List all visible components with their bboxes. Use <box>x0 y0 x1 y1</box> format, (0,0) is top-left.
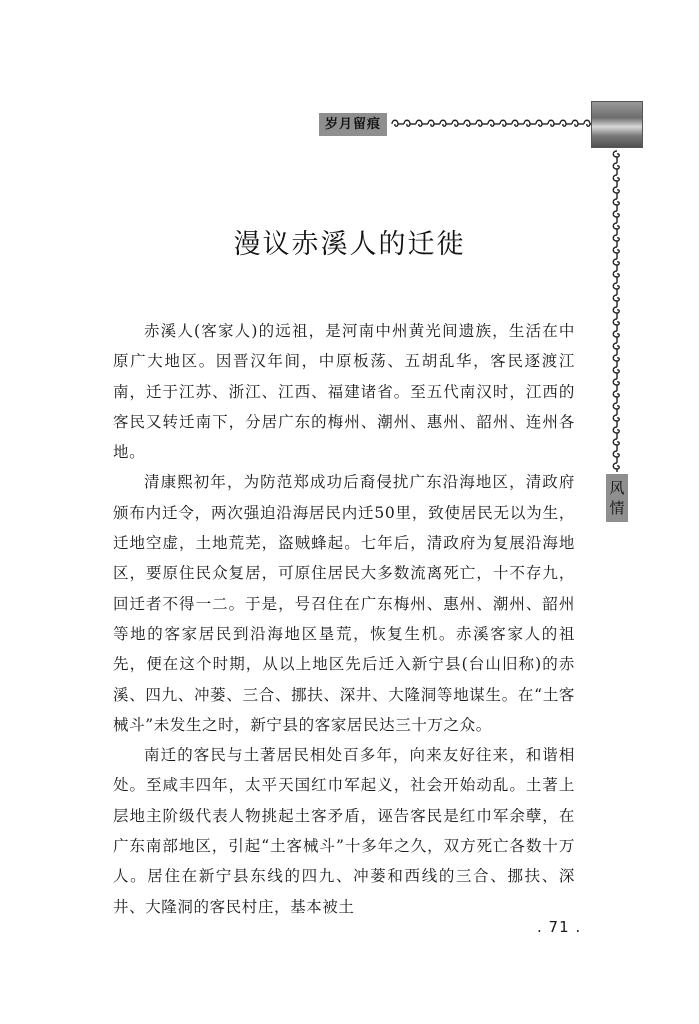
decorative-border-vertical <box>610 150 624 472</box>
paragraph: 赤溪人(客家人)的远祖，是河南中州黄光间遗族，生活在中原广大地区。因晋汉年间，中原板荡、五胡乱华，客民逐渡江南，迁于江苏、浙江、江西、福建诸省。至五代南汉时，江西的客民又转迁南下，分居广东的梅州、潮州、惠州、韶州、连州各地。 <box>113 322 575 462</box>
section-tag: 岁月留痕 <box>319 113 387 136</box>
article-body <box>113 316 575 922</box>
side-section-label <box>606 474 628 522</box>
article-title: 漫议赤溪人的迁徙 <box>233 229 466 260</box>
page-number: . 71 . <box>537 918 582 936</box>
side-label-char-1: 风 <box>609 479 625 497</box>
decorative-border-horizontal <box>391 117 591 131</box>
paragraph: 清康熙初年，为防范郑成功后裔侵扰广东沿海地区，清政府颁布内迁令，两次强迫沿海居民内迁50里，致使居民无以为生，迁地空虚，土地荒芜，盗贼蜂起。七年后，清政府为复展沿海地区，要原住民众复居，可原住居民大多数流离死亡，十不存九，回迁者不得一二。于是，号召住在广东梅州、惠州、潮州、韶州等地的客家居民到沿海地区垦荒，恢复生机。赤溪客家人的祖先，便在这个时期，从以上地区先后迁入新宁县(台山旧称)的赤溪、四九、冲蒌、三合、挪扶、深井、大隆洞等地谋生。在“土客械斗”未发生之时，新宁县的客家居民达三十万之众。 <box>113 473 575 734</box>
paragraph: 南迁的客民与土著居民相处百多年，向来友好往来，和谐相处。至咸丰四年，太平天国红巾军起义，社会开始动乱。土著上层地主阶级代表人物挑起土客矛盾，诬告客民是红巾军余孽，在广东南部地区，引起“土客械斗”十多年之久，双方死亡各数十万人。居住在新宁县东线的四九、冲蒌和西线的三合、挪扶、深井、大隆洞的客民村庄，基本被土 <box>113 746 575 916</box>
waterfall-photo <box>591 101 643 148</box>
side-label-char-2: 情 <box>609 499 625 517</box>
